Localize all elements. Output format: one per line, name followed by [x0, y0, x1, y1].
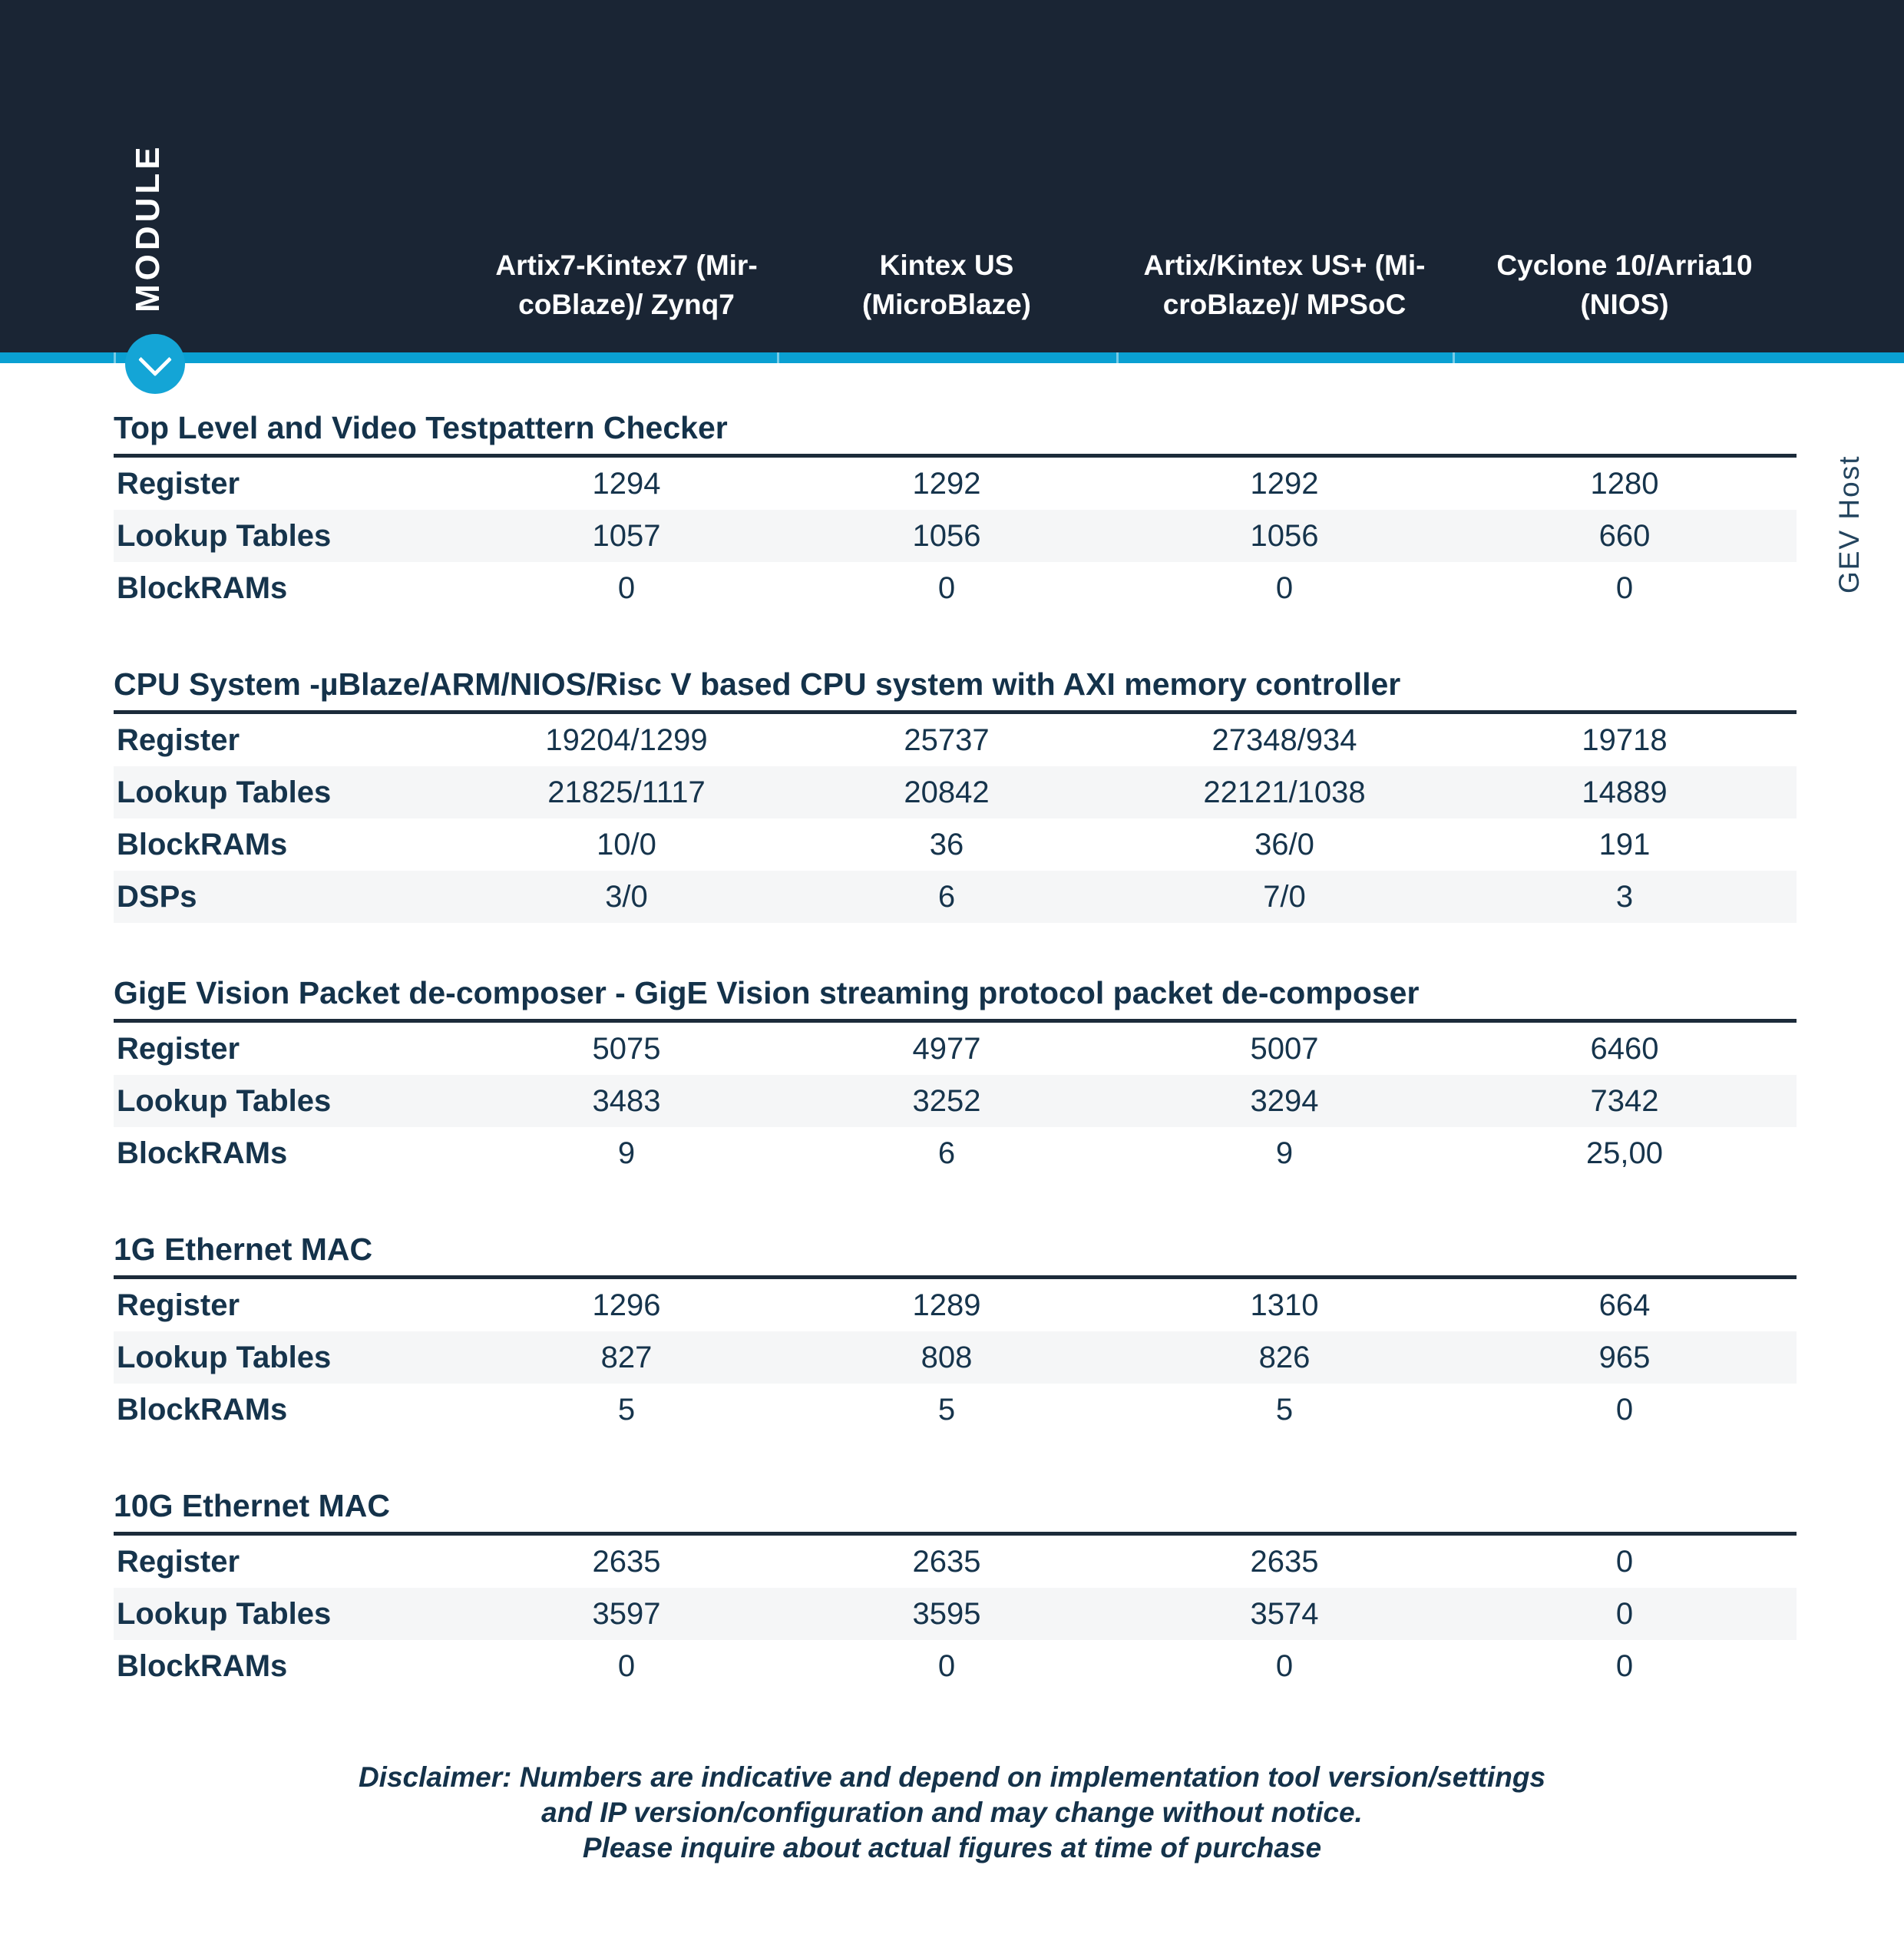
row-label: Register [117, 723, 240, 757]
table-row [114, 1536, 1797, 1588]
cell-value: 0 [937, 570, 956, 605]
cell-value: 9 [617, 1136, 636, 1170]
row-label: Register [117, 1031, 240, 1066]
cell-value: 826 [1258, 1340, 1311, 1374]
table-row [114, 766, 1797, 818]
cell-value: 5075 [592, 1031, 661, 1066]
cell-value: 6460 [1590, 1031, 1659, 1066]
cell-value: 660 [1598, 518, 1651, 553]
column-divider [114, 352, 116, 363]
cell-value: 27348/934 [1211, 723, 1357, 757]
row-label: Lookup Tables [117, 1083, 332, 1118]
cell-value: 191 [1598, 827, 1651, 861]
cell-value: 1310 [1250, 1288, 1319, 1322]
cell-value: 1296 [592, 1288, 661, 1322]
row-label: BlockRAMs [117, 827, 288, 861]
disclaimer-line: Please inquire about actual figures at time of purchase [582, 1832, 1322, 1863]
cell-value: 0 [1615, 1596, 1634, 1631]
column-header: Artix/Kintex US+ (Mi- croBlaze)/ MPSoC [1143, 250, 1426, 320]
cell-value: 3252 [912, 1083, 981, 1118]
cell-value: 0 [1615, 1544, 1634, 1579]
cell-value: 6 [937, 1136, 956, 1170]
header-accent-bar [0, 352, 1904, 363]
table-row [114, 1331, 1797, 1384]
cell-value: 14889 [1582, 775, 1668, 809]
cell-value: 0 [1615, 1392, 1634, 1427]
module-section [114, 1487, 1797, 1692]
module-section [114, 409, 1797, 614]
cell-value: 25737 [904, 723, 990, 757]
cell-value: 0 [937, 1648, 956, 1683]
cell-value: 1292 [912, 466, 981, 501]
row-label: DSPs [117, 879, 197, 914]
row-label: Register [117, 466, 240, 501]
cell-value: 965 [1598, 1340, 1651, 1374]
module-column-title: MODULE [129, 143, 167, 312]
cell-value: 3294 [1250, 1083, 1319, 1118]
row-label: Lookup Tables [117, 775, 332, 809]
cell-value: 1292 [1250, 466, 1319, 501]
row-label: BlockRAMs [117, 1648, 288, 1683]
column-header: Kintex US (MicroBlaze) [862, 250, 1031, 320]
table-row [114, 1127, 1797, 1179]
cell-value: 3574 [1250, 1596, 1319, 1631]
column-divider [1453, 352, 1455, 363]
cell-value: 36/0 [1254, 827, 1314, 861]
cell-value: 4977 [912, 1031, 981, 1066]
column-divider [777, 352, 779, 363]
cell-value: 19718 [1582, 723, 1668, 757]
cell-value: 3/0 [605, 879, 648, 914]
cell-value: 1057 [592, 518, 661, 553]
cell-value: 6 [937, 879, 956, 914]
module-section [114, 974, 1797, 1179]
cell-value: 0 [1615, 1648, 1634, 1683]
cell-value: 21825/1117 [547, 775, 706, 809]
cell-value: 5 [617, 1392, 636, 1427]
table-row [114, 871, 1797, 923]
cell-value: 0 [1275, 570, 1294, 605]
cell-value: 827 [600, 1340, 653, 1374]
cell-value: 3595 [912, 1596, 981, 1631]
row-label: Lookup Tables [117, 1340, 332, 1374]
table-row [114, 510, 1797, 562]
table-row [114, 1075, 1797, 1127]
cell-value: 808 [921, 1340, 973, 1374]
table-row [114, 1279, 1797, 1331]
cell-value: 20842 [904, 775, 990, 809]
disclaimer-line: and IP version/configuration and may change without notice. [541, 1797, 1363, 1828]
cell-value: 7342 [1590, 1083, 1659, 1118]
cell-value: 0 [1615, 570, 1634, 605]
cell-value: 10/0 [597, 827, 656, 861]
column-header: Cyclone 10/Arria10 (NIOS) [1496, 250, 1753, 320]
cell-value: 19204/1299 [545, 723, 708, 757]
module-section [114, 666, 1797, 923]
disclaimer-line: Disclaimer: Numbers are indicative and depend on implementation tool version/settings [358, 1761, 1546, 1793]
table-sections [114, 409, 1797, 1692]
table-row [114, 1588, 1797, 1640]
cell-value: 7/0 [1263, 879, 1306, 914]
cell-value: 2635 [1250, 1544, 1319, 1579]
cell-value: 2635 [592, 1544, 661, 1579]
cell-value: 0 [617, 570, 636, 605]
cell-value: 664 [1598, 1288, 1651, 1322]
table-row [114, 562, 1797, 614]
cell-value: 5 [937, 1392, 956, 1427]
cell-value: 22121/1038 [1203, 775, 1366, 809]
row-label: Register [117, 1544, 240, 1579]
expand-section-button[interactable] [125, 334, 185, 394]
row-label: BlockRAMs [117, 1136, 288, 1170]
cell-value: 1056 [1250, 518, 1319, 553]
row-label: Lookup Tables [117, 518, 332, 553]
row-label: Register [117, 1288, 240, 1322]
cell-value: 0 [617, 1648, 636, 1683]
gev-host-side-label: GEV Host [1833, 455, 1865, 594]
cell-value: 5 [1275, 1392, 1294, 1427]
cell-value: 1294 [592, 466, 661, 501]
table-row [114, 818, 1797, 871]
column-header: Artix7-Kintex7 (Mir- coBlaze)/ Zynq7 [495, 250, 758, 320]
cell-value: 9 [1275, 1136, 1294, 1170]
cell-value: 1289 [912, 1288, 981, 1322]
section-title: CPU System -µBlaze/ARM/NIOS/Risc V based CPU system with AXI memory controller [114, 666, 1797, 714]
cell-value: 0 [1275, 1648, 1294, 1683]
table-header-band [0, 0, 1904, 352]
cell-value: 25,00 [1585, 1136, 1664, 1170]
section-title: 1G Ethernet MAC [114, 1231, 1797, 1279]
section-title: 10G Ethernet MAC [114, 1487, 1797, 1536]
column-divider [1116, 352, 1119, 363]
table-row [114, 1023, 1797, 1075]
module-section [114, 1231, 1797, 1436]
cell-value: 3 [1615, 879, 1634, 914]
section-title: Top Level and Video Testpattern Checker [114, 409, 1797, 458]
cell-value: 5007 [1250, 1031, 1319, 1066]
table-row [114, 1384, 1797, 1436]
cell-value: 1280 [1590, 466, 1659, 501]
section-title: GigE Vision Packet de-composer - GigE Vision streaming protocol packet de-composer [114, 974, 1797, 1023]
cell-value: 1056 [912, 518, 981, 553]
row-label: BlockRAMs [117, 1392, 288, 1427]
table-row [114, 714, 1797, 766]
table-row [114, 1640, 1797, 1692]
cell-value: 36 [929, 827, 964, 861]
row-label: Lookup Tables [117, 1596, 332, 1631]
column-headers [0, 246, 1904, 338]
disclaimer-text [0, 1760, 1904, 1866]
chevron-down-icon [138, 342, 172, 376]
table-row [114, 458, 1797, 510]
cell-value: 3597 [592, 1596, 661, 1631]
cell-value: 3483 [592, 1083, 661, 1118]
cell-value: 2635 [912, 1544, 981, 1579]
row-label: BlockRAMs [117, 570, 288, 605]
